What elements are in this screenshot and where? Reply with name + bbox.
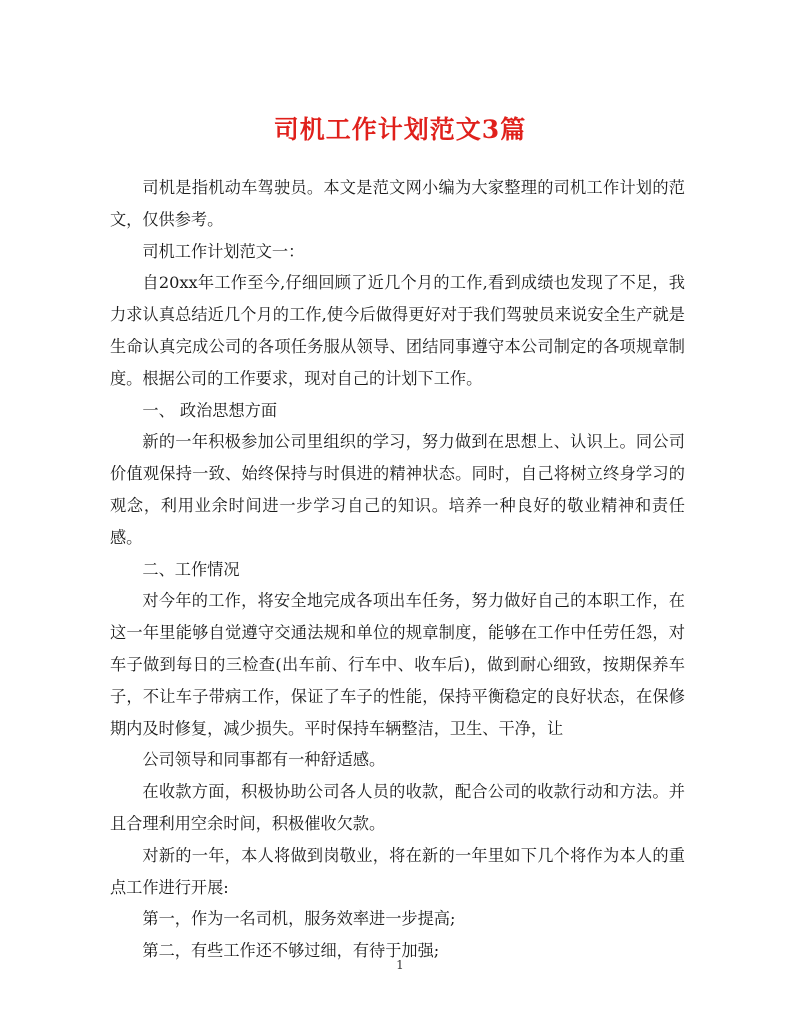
list-item: 第二，有些工作还不够过细，有待于加强; <box>142 941 440 961</box>
page-title: 司机工作计划范文3篇 <box>273 115 527 144</box>
body-paragraph: 对今年的工作，将安全地完成各项出车任务，努力做好自己的本职工作，在这一年里能够自觉遵守交通法规和单位的规章制度，能够在工作中任劳任怨，对车子做到每日的三检查(出车前、行车中、收车后)，做到耐心细致，按期保养车子，不让车子带病工作，保证了车子的性能，保持平衡稳定的良好状态，在保修期内及时修复，减少损失。平时保持车辆整洁，卫生、干净，让 <box>110 591 685 738</box>
subheading-work: 二、工作情况 <box>142 559 240 579</box>
body-paragraph: 在收款方面，积极协助公司各人员的收款，配合公司的收款行动和方法。并且合理利用空余时间，积极催收欠款。 <box>110 782 685 833</box>
intro-paragraph: 司机是指机动车驾驶员。本文是范文网小编为大家整理的司机工作计划的范文，仅供参考。 <box>110 178 685 229</box>
section-heading-one: 司机工作计划范文一： <box>142 241 305 261</box>
page-number: 1 <box>396 958 404 972</box>
body-paragraph: 自20xx年工作至今,仔细回顾了近几个月的工作,看到成绩也发现了不足，我力求认真总结近几个月的工作,使今后做得更好对于我们驾驶员来说安全生产就是生命认真完成公司的各项任务服从领导、团结同事遵守本公司制定的各项规章制度。根据公司的工作要求，现对自己的计划下工作。 <box>110 273 685 388</box>
body-paragraph: 对新的一年，本人将做到岗敬业，将在新的一年里如下几个将作为本人的重点工作进行开展: <box>110 845 685 897</box>
document-body <box>110 172 685 967</box>
subheading-politics: 一、 政治思想方面 <box>142 400 278 420</box>
list-item: 第一，作为一名司机，服务效率进一步提高; <box>142 909 456 929</box>
body-paragraph: 公司领导和同事都有一种舒适感。 <box>142 750 386 770</box>
body-paragraph: 新的一年积极参加公司里组织的学习，努力做到在思想上、认识上。同公司价值观保持一致、始终保持与时俱进的精神状态。同时，自己将树立终身学习的观念，利用业余时间进一步学习自己的知识。培养一种良好的敬业精神和责任感。 <box>110 432 685 547</box>
